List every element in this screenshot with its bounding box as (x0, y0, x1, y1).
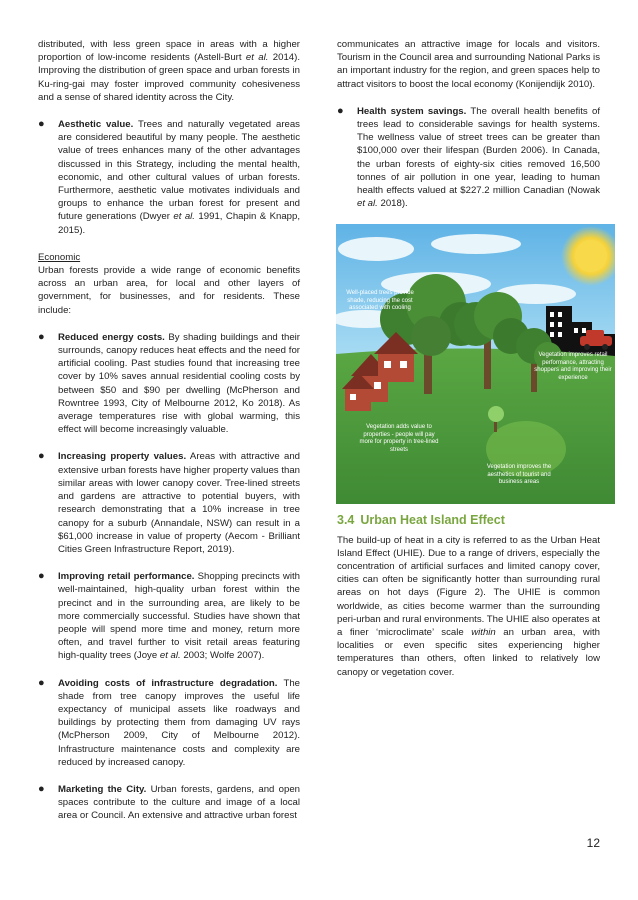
bullet-dot: ● (38, 118, 45, 131)
left-column (38, 38, 300, 837)
bullet-improving-retail-performance: ● Improving retail performance. Shopping precincts with well-maintained, high-quality urban forest within the precinct and in the surrounding area, are likely to be more commercially successful. Studies have shown that people will spend more time and money, return more often, and travel further to visit retail areas featuring high-quality trees (Joye et al. 2003; Wolfe 2007). (38, 570, 300, 662)
marketing-continued: communicates an attractive image for locals and visitors. Tourism in the Council area and surrounding National Parks is an important industry for the region, and green spaces help to attract visitors to boost the local economy (Konijendijk 2010). (337, 39, 600, 90)
economic-intro: Urban forests provide a wide range of economic benefits across an urban area, for local and other layers of government, for businesses, and for residents. These include: (38, 265, 300, 316)
section-heading: 3.4 Urban Heat Island Effect (337, 513, 505, 528)
urban-forest-benefits-illustration (336, 224, 615, 504)
caption-property: Vegetation adds value to properties - people will pay more for property in tree-lined streets (359, 424, 439, 453)
bullet-dot: ● (38, 450, 45, 463)
economic-heading: Economic (38, 251, 81, 263)
bullet-dot: ● (38, 330, 45, 343)
uhie-paragraph: The build-up of heat in a city is referred to as the Urban Heat Island Effect (UHIE). Due to a range of drivers, especially the concentration of artificial surfaces and limited canopy cover, cities can often be significantly hotter than surrounding rural areas on hot days (Figure 2). The UHIE is common worldwide, as cities become warmer than the surrounding peri-urban and rural environments. The UHIE also operates at a finer ‘microclimate’ scale within an urban area, with localities or even specific sites experiencing higher temperatures than others, often linked to relatively low canopy or vegetation cover. (337, 534, 600, 678)
caption-shade: Well-placed trees provide shade, reducing the cost associated with cooling (346, 290, 414, 312)
bullet-dot: ● (38, 782, 45, 795)
bullet-avoiding-infrastructure-costs: ● Avoiding costs of infrastructure degradation. The shade from tree canopy improves the useful life expectancy of municipal assets like roadways and buildings by protecting them from damaging UV rays (McPherson 2009, City of Melbourne 2012). Infrastructure maintenance costs and complexity are reduced by increased canopy. (38, 676, 300, 768)
bullet-health-system-savings: ● Health system savings. The overall health benefits of trees lead to considerable savings for health systems. The wellness value of street trees can be greater than $100,000 over their lifespan (Burden 2006). In Canada, the urban forests of eighty-six cities removed 16,500 tonnes of air pollution in one year, leading to human health effects valued at $227.2 million Canadian (Nowak et al. 2018). (337, 104, 600, 210)
bullet-reduced-energy-costs: ● Reduced energy costs. By shading buildings and their surrounds, canopy reduces heat effects and the need for artificial cooling. Past studies found that increasing tree cover by 10% saves annual residential cooling costs by between $50 and $90 per dwelling (McPherson and Rowntree 1993, City of Melbourne 2012, Ko 2018). As average temperatures rise with global warming, this effect will become increasingly valuable. (38, 330, 300, 436)
caption-tourist: Vegetation improves the aesthetics of tourist and business areas (486, 464, 552, 486)
bullet-dot: ● (38, 570, 45, 583)
bullet-increasing-property-values: ● Increasing property values. Areas with attractive and extensive urban forests have higher property values than similar areas with lower canopy cover. Tree-lined streets and gardens are attractive to potential buyers, with research demonstrating that a 10% increase in tree canopy for a suburb (Annandale, NSW) can result in a $61,000 increase in value of property (Aecom - Brilliant Cities Green Infrastructure Report, 2019). (38, 450, 301, 555)
bullet-dot: ● (38, 676, 45, 689)
bullet-dot: ● (337, 104, 344, 117)
page-number: 12 (586, 836, 600, 850)
caption-retail: Vegetation improves retail performance, attracting shoppers and improving their experience (534, 352, 612, 381)
bullet-marketing-the-city: ● Marketing the City. Urban forests, gardens, and open spaces contribute to the culture and image of a local area or Council. An extensive and attractive urban forest (38, 782, 300, 822)
right-column (337, 38, 612, 693)
intro-paragraph: distributed, with less green space in areas with a higher proportion of low-income residents (Astell-Burt et al. 2014). Improving the distribution of green space and urban forests in Ku-ring-gai may foster improved community cohesiveness and a sense of shared identity across the City. (38, 39, 300, 103)
bullet-aesthetic-value: ● Aesthetic value. Trees and naturally vegetated areas are considered beautiful by many people. The aesthetic value of trees enhances many of the other advantages discussed in this Strategy, including the mental health, economic, and other cultural values of urban forests. Furthermore, aesthetic value motivates individuals and groups to enhance the urban forest for present and future generations (Dwyer et al. 1991, Chapin & Knapp, 2015). (38, 118, 300, 236)
